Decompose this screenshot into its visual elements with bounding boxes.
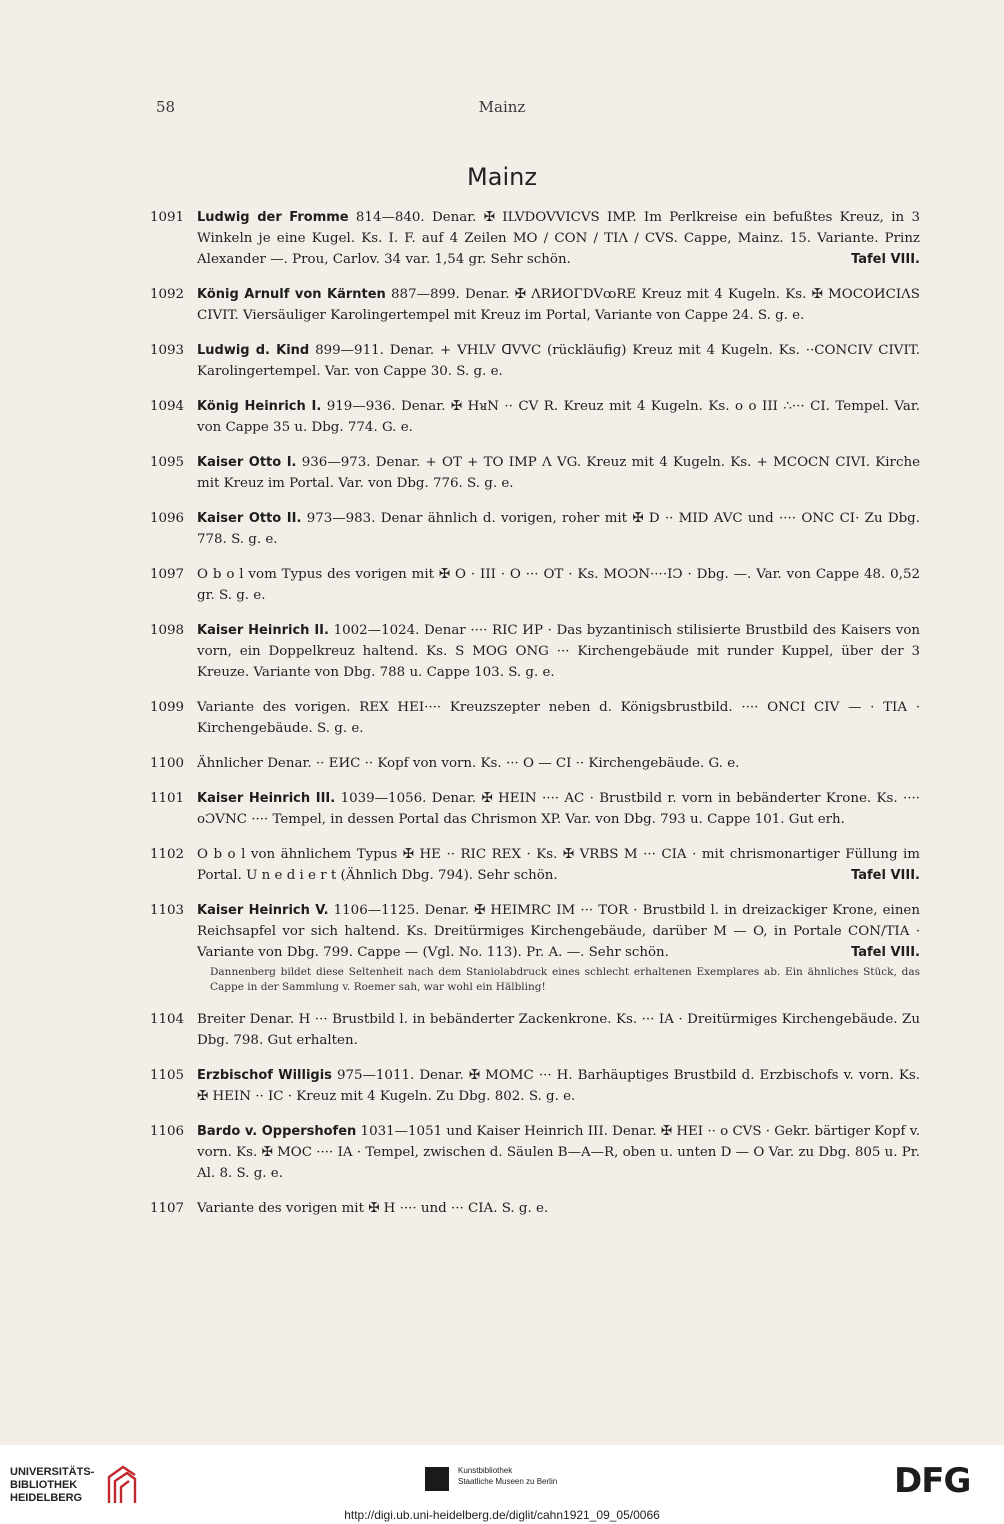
plate-reference: Tafel VIII. [851,868,920,883]
ruler-name: König Arnulf von Kärnten [197,287,386,302]
entry-description: 887—899. Denar. ✠ ΛRИOΓDVꝏRE Kreuz mit 4 Kugeln. Ks. ✠ MOCOИCIΛS CIVIT. Viersäuliger Karolingertempel mit Kreuz im Portal, Variante von Cappe 24. S. g. e. [197,287,920,323]
page-number: 58 [156,98,176,116]
ruler-name: Kaiser Heinrich III. [197,791,336,806]
catalogue-entry [150,1065,920,1107]
catalogue-entry [150,340,920,382]
entry-number: 1106 [150,1124,185,1139]
entry-description: O b o l von ähnlichem Typus ✠ HE ·· RIC REX · Ks. ✠ VRBS M ··· CIA · mit chrismonartiger Füllung im Portal. U n e d i e r t (Ähnlich Dbg. 794). Sehr schön. [197,847,920,883]
entry-description: 814—840. Denar. ✠ ILVDOVVICVS IMP. Im Perlkreise ein befußtes Kreuz, in 3 Winkeln je eine Kugel. Ks. I. F. auf 4 Zeilen MO / CON / TIΛ / CVS. Cappe, Mainz. 15. Variante. Prinz Alexander —. Prou, Carlov. 34 var. 1,54 gr. Sehr schön. [197,210,920,267]
catalogue-entry [150,620,920,683]
entry-number: 1102 [150,847,185,862]
catalogue-entry [150,900,920,995]
viewer-footer [0,1445,1004,1524]
entry-number: 1096 [150,511,185,526]
entry-description: 936—973. Denar. + OT + TO IMP Λ VG. Kreuz mit 4 Kugeln. Ks. + MCOCN CIVI. Kirche mit Kreuz im Portal. Var. von Dbg. 776. S. g. e. [197,455,920,491]
running-title: Mainz [478,98,526,116]
catalogue-entry [150,1009,920,1051]
entry-footnote: Dannenberg bildet diese Seltenheit nach dem Staniolabdruck eines schlecht erhaltenen Exemplares ab. Ein ähnliches Stück, das Cappe in der Sammlung v. Roemer sah, war wohl ein Hälbling! [210,966,920,993]
ruler-name: Ludwig d. Kind [197,343,310,358]
kunstbibliothek-logo-icon [425,1467,449,1491]
entry-text [197,396,920,438]
entry-text [197,620,920,683]
entry-number: 1100 [150,756,185,771]
entry-description: Variante des vorigen mit ✠ H ···· und ··· CIA. S. g. e. [197,1201,549,1216]
catalogue-entries [150,207,920,1233]
entry-number: 1104 [150,1012,185,1027]
ruler-name: Kaiser Heinrich II. [197,623,329,638]
catalogue-entry [150,697,920,739]
plate-reference: Tafel VIII. [851,945,920,960]
ruler-name: Kaiser Heinrich V. [197,903,329,918]
catalogue-entry [150,564,920,606]
entry-description: 1002—1024. Denar ···· RIC ИP · Das byzantinisch stilisierte Brustbild des Kaisers von vorn, ein Doppelkreuz haltend. Ks. S MOG ONG ··· Kirchengebäude mit runder Kuppel, über der 3 Kreuze. Variante von Dbg. 788 u. Cappe 103. S. g. e. [197,623,921,680]
kunstbibliothek-name: Kunstbibliothek Staatliche Museen zu Berlin [458,1466,558,1486]
catalogue-entry [150,207,920,270]
ruler-name: Ludwig der Fromme [197,210,349,225]
dfg-logo: DFG [894,1461,971,1501]
section-title: Mainz [467,163,537,191]
entry-text [197,900,920,963]
entry-description: 899—911. Denar. + VHLV ᗡVVC (rückläufig) Kreuz mit 4 Kugeln. Ks. ··CONCIV CIVIT. Karolingertempel. Var. von Cappe 30. S. g. e. [197,343,920,379]
ruler-name: Bardo v. Oppershofen [197,1124,357,1139]
ruler-name: Kaiser Otto II. [197,511,302,526]
permalink-url[interactable]: http://digi.ub.uni-heidelberg.de/diglit/cahn1921_09_05/0066 [344,1508,660,1522]
entry-text [197,844,920,886]
entry-text [197,508,920,550]
entry-number: 1091 [150,210,185,225]
entry-description: Variante des vorigen. REX HEI···· Kreuzszepter neben d. Königsbrustbild. ···· ONCI CIV — · TIA · Kirchengebäude. S. g. e. [197,700,920,736]
entry-description: Breiter Denar. H ··· Brustbild l. in bebänderter Zackenkrone. Ks. ··· IA · Dreitürmiges Kirchengebäude. Zu Dbg. 798. Gut erhalten. [197,1012,920,1048]
entry-number: 1103 [150,903,185,918]
entry-text [197,452,920,494]
entry-text [197,207,920,270]
entry-number: 1097 [150,567,185,582]
entry-number: 1101 [150,791,185,806]
entry-number: 1095 [150,455,185,470]
ruler-name: Kaiser Otto I. [197,455,297,470]
entry-text [197,788,920,830]
entry-description: O b o l vom Typus des vorigen mit ✠ O · III · O ··· OT · Ks. MOƆN····IƆ · Dbg. —. Var. von Cappe 48. 0,52 gr. S. g. e. [197,567,920,603]
entry-text [197,1009,920,1051]
ruler-name: Erzbischof Willigis [197,1068,332,1083]
entry-text [197,1065,920,1107]
entry-number: 1105 [150,1068,185,1083]
entry-description: 1031—1051 und Kaiser Heinrich III. Denar. ✠ HEI ·· o CVS · Gekr. bärtiger Kopf v. vorn. Ks. ✠ MOC ···· IA · Tempel, zwischen d. Säulen B—A—R, oben u. unten D — O Var. zu Dbg. 805 u. Pr. Al. 8. S. g. e. [197,1124,920,1181]
entry-text [197,753,920,774]
entry-number: 1098 [150,623,185,638]
catalogue-entry [150,753,920,774]
entry-number: 1099 [150,700,185,715]
entry-number: 1093 [150,343,185,358]
catalogue-entry [150,452,920,494]
entry-number: 1092 [150,287,185,302]
entry-description: 1039—1056. Denar. ✠ HEIN ···· AC · Brustbild r. vorn in bebänderter Krone. Ks. ···· oƆVNC ···· Tempel, in dessen Portal das Chrismon XP. Var. von Dbg. 793 u. Cappe 101. Gut erh. [197,791,920,827]
entry-number: 1107 [150,1201,185,1216]
entry-description: 975—1011. Denar. ✠ MOMC ··· H. Barhäuptiges Brustbild d. Erzbischofs v. vorn. Ks. ✠ HEIN ·· IC · Kreuz mit 4 Kugeln. Zu Dbg. 802. S. g. e. [197,1068,920,1104]
catalogue-entry [150,1121,920,1184]
entry-text [197,284,920,326]
entry-text [197,564,920,606]
catalogue-entry [150,788,920,830]
catalogue-entry [150,396,920,438]
entry-text [197,697,920,739]
catalogue-entry [150,1198,920,1219]
entry-text [197,340,920,382]
entry-text [197,1198,920,1219]
entry-description: 1106—1125. Denar. ✠ HEIMRC IM ··· TOR · Brustbild l. in dreizackiger Krone, einen Reichsapfel vor sich haltend. Ks. Dreitürmiges Kirchengebäude, darüber M — O, in Portale CON/TIA · Variante von Dbg. 799. Cappe — (Vgl. No. 113). Pr. A. —. Sehr schön. [197,903,920,960]
entry-description: 973—983. Denar ähnlich d. vorigen, roher mit ✠ D ·· MID AVC und ···· ONC CI· Zu Dbg. 778. S. g. e. [197,511,920,547]
catalogue-entry [150,844,920,886]
university-library-name: UNIVERSITÄTS- BIBLIOTHEK HEIDELBERG [10,1466,95,1504]
catalogue-entry [150,508,920,550]
running-head [0,98,1004,118]
plate-reference: Tafel VIII. [851,252,920,267]
entry-description: Ähnlicher Denar. ·· EИC ·· Kopf von vorn. Ks. ··· O — CI ·· Kirchengebäude. G. e. [197,756,740,771]
entry-text [197,1121,920,1184]
entry-number: 1094 [150,399,185,414]
university-library-logo-icon [105,1463,139,1505]
ruler-name: König Heinrich I. [197,399,322,414]
entry-description: 919—936. Denar. ✠ HᴚN ·· CV R. Kreuz mit 4 Kugeln. Ks. o o III ∴··· CI. Tempel. Var. von Cappe 35 u. Dbg. 774. G. e. [197,399,921,435]
catalogue-entry [150,284,920,326]
